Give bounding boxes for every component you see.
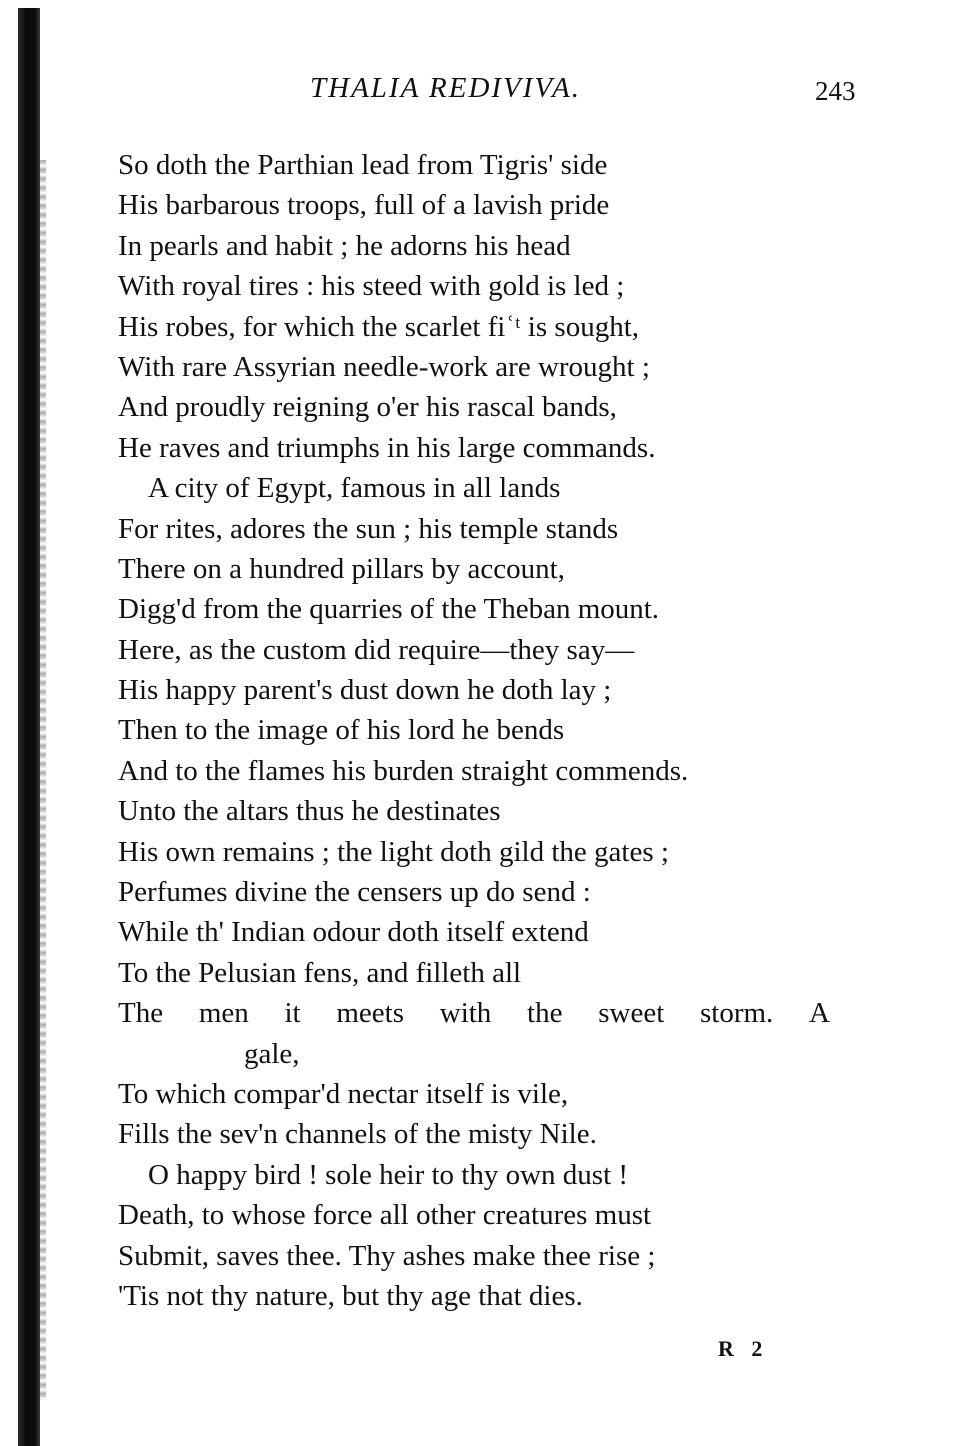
poem-line: He raves and triumphs in his large commands. (118, 431, 656, 464)
running-title: THALIA REDIVIVA. (310, 72, 581, 104)
poem-body (118, 145, 848, 1316)
page-number: 243 (815, 76, 856, 106)
poem-line: In pearls and habit ; he adorns his head (118, 229, 571, 262)
poem-word: it (284, 997, 301, 1030)
poem-line: His own remains ; the light doth gild the gates ; (118, 835, 669, 868)
poem-line: A city of Egypt, famous in all lands (148, 472, 561, 505)
poem-line: While th' Indian odour doth itself extend (118, 916, 589, 949)
poem-word: men (198, 997, 249, 1030)
binding-edge (40, 160, 46, 1400)
poem-line: His robes, for which the scarlet fiʿᵗ is sought, (118, 310, 639, 343)
poem-word: A (809, 997, 830, 1030)
poem-line: O happy bird ! sole heir to thy own dust ! (148, 1158, 629, 1191)
poem-line: Perfumes divine the censers up do send : (118, 876, 591, 909)
poem-line: For rites, adores the sun ; his temple stands (118, 512, 619, 545)
poem-line: Here, as the custom did require—they say— (118, 633, 635, 666)
poem-line: 'Tis not thy nature, but thy age that dies. (118, 1279, 583, 1312)
poem-word: with (439, 997, 492, 1030)
poem-word: The (118, 997, 164, 1030)
poem-word: sweet (598, 997, 665, 1030)
poem-line: And proudly reigning o'er his rascal bands, (118, 391, 617, 424)
poem-word: the (527, 997, 563, 1030)
poem-line: To which compar'd nectar itself is vile, (118, 1077, 569, 1110)
poem-line: Death, to whose force all other creatures must (118, 1199, 652, 1232)
poem-line: Unto the altars thus he destinates (118, 795, 501, 828)
poem-line: Digg'd from the quarries of the Theban mount. (118, 593, 660, 626)
poem-line: His happy parent's dust down he doth lay ; (118, 674, 612, 707)
poem-line: His barbarous troops, full of a lavish pride (118, 189, 610, 222)
poem-line-justified (118, 993, 830, 1033)
poem-line: With royal tires : his steed with gold is led ; (118, 270, 625, 303)
signature-mark: R 2 (718, 1336, 769, 1361)
binding-gutter (18, 8, 40, 1446)
poem-line: Fills the sev'n channels of the misty Nile. (118, 1118, 597, 1151)
running-head (0, 72, 979, 112)
poem-word: meets (336, 997, 405, 1030)
poem-line: To the Pelusian fens, and filleth all (118, 956, 522, 989)
poem-line: Then to the image of his lord he bends (118, 714, 565, 747)
poem-line: So doth the Parthian lead from Tigris' side (118, 149, 608, 181)
poem-line: Submit, saves thee. Thy ashes make thee rise ; (118, 1239, 656, 1272)
poem-word: storm. (699, 997, 774, 1030)
poem-line: There on a hundred pillars by account, (118, 552, 565, 585)
poem-line: gale, (244, 1037, 300, 1070)
poem-line: And to the flames his burden straight commends. (118, 754, 689, 787)
poem-line: With rare Assyrian needle-work are wrought ; (118, 350, 650, 383)
